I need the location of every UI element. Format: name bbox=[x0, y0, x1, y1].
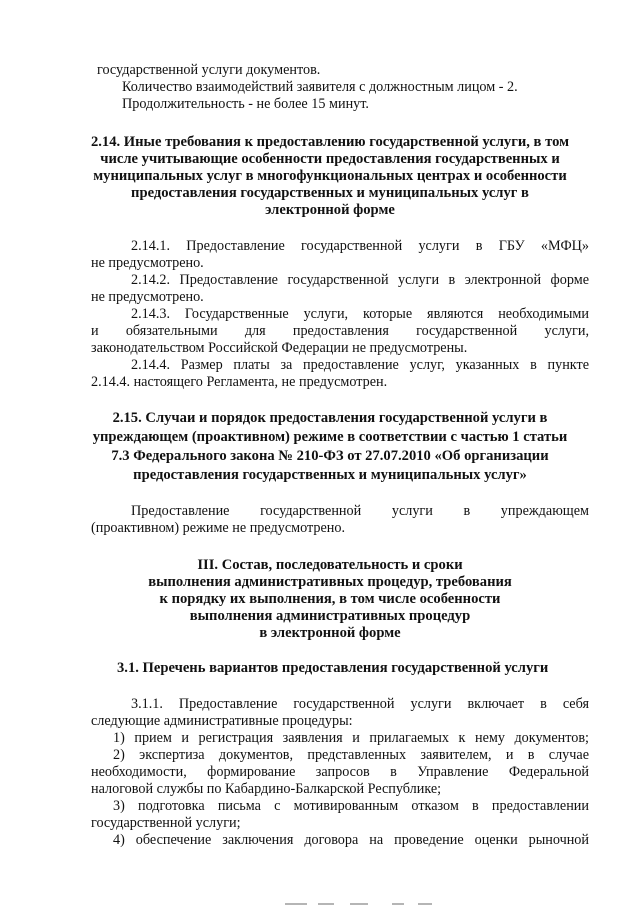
section-heading-2-15: предоставления государственных и муниципальных услуг» bbox=[133, 467, 527, 483]
paragraph-2-14-3: законодательством Российской Федерации не предусмотрены. bbox=[91, 340, 468, 356]
chapter-heading-3: III. Состав, последовательность и сроки bbox=[197, 557, 463, 573]
procedure-item-2: необходимости, формирование запросов в Управление Федеральной bbox=[91, 764, 589, 780]
paragraph-2-14-3: и обязательными для предоставления государственной услуги, bbox=[91, 323, 589, 339]
scan-artifact bbox=[392, 903, 404, 905]
paragraph-2-14-2: 2.14.2. Предоставление государственной услуги в электронной форме bbox=[131, 272, 589, 288]
paragraph-3-1-1: следующие административные процедуры: bbox=[91, 713, 353, 729]
scan-artifact bbox=[285, 903, 307, 905]
section-heading-2-14: числе учитывающие особенности предоставления государственных и bbox=[100, 151, 560, 167]
body-line: государственной услуги документов. bbox=[97, 62, 321, 78]
chapter-heading-3: в электронной форме bbox=[259, 625, 401, 641]
paragraph-2-15: (проактивном) режиме не предусмотрено. bbox=[91, 520, 345, 536]
body-line: Продолжительность - не более 15 минут. bbox=[122, 96, 369, 112]
procedure-item-1: 1) прием и регистрация заявления и прилагаемых к нему документов; bbox=[113, 730, 589, 746]
section-heading-2-14: электронной форме bbox=[265, 202, 395, 218]
procedure-item-3: государственной услуги; bbox=[91, 815, 241, 831]
paragraph-2-14-1: 2.14.1. Предоставление государственной услуги в ГБУ «МФЦ» bbox=[131, 238, 589, 254]
section-heading-2-15: 2.15. Случаи и порядок предоставления государственной услуги в bbox=[112, 410, 548, 426]
paragraph-2-14-2: не предусмотрено. bbox=[91, 289, 204, 305]
paragraph-2-15: Предоставление государственной услуги в упреждающем bbox=[131, 503, 589, 519]
scan-artifact bbox=[318, 903, 334, 905]
chapter-heading-3: к порядку их выполнения, в том числе особенности bbox=[159, 591, 501, 607]
scan-artifact bbox=[350, 903, 368, 905]
section-heading-2-15: 7.3 Федерального закона № 210-ФЗ от 27.07.2010 «Об организации bbox=[111, 448, 549, 464]
section-heading-2-15: упреждающем (проактивном) режиме в соответствии с частью 1 статьи bbox=[92, 429, 568, 445]
paragraph-2-14-3: 2.14.3. Государственные услуги, которые являются необходимыми bbox=[131, 306, 589, 322]
section-heading-2-14: 2.14. Иные требования к предоставлению государственной услуги, в том bbox=[90, 134, 570, 150]
procedure-item-2: 2) экспертиза документов, представленных заявителем, и в случае bbox=[113, 747, 589, 763]
paragraph-2-14-4: 2.14.4. настоящего Регламента, не предусмотрен. bbox=[91, 374, 388, 390]
body-line: Количество взаимодействий заявителя с должностным лицом - 2. bbox=[122, 79, 518, 95]
section-heading-2-14: предоставления государственных и муниципальных услуг в bbox=[131, 185, 529, 201]
section-heading-3-1: 3.1. Перечень вариантов предоставления государственной услуги bbox=[117, 660, 549, 676]
paragraph-2-14-1: не предусмотрено. bbox=[91, 255, 204, 271]
procedure-item-3: 3) подготовка письма с мотивированным отказом в предоставлении bbox=[113, 798, 589, 814]
chapter-heading-3: выполнения административных процедур bbox=[189, 608, 471, 624]
section-heading-2-14: муниципальных услуг в многофункциональных центрах и особенности bbox=[93, 168, 567, 184]
paragraph-3-1-1: 3.1.1. Предоставление государственной услуги включает в себя bbox=[131, 696, 589, 712]
scan-artifact bbox=[418, 903, 432, 905]
procedure-item-2: налоговой службы по Кабардино-Балкарской Республике; bbox=[91, 781, 442, 797]
procedure-item-4: 4) обеспечение заключения договора на проведение оценки рыночной bbox=[113, 832, 589, 848]
paragraph-2-14-4: 2.14.4. Размер платы за предоставление услуг, указанных в пункте bbox=[131, 357, 589, 373]
chapter-heading-3: выполнения административных процедур, требования bbox=[148, 574, 512, 590]
